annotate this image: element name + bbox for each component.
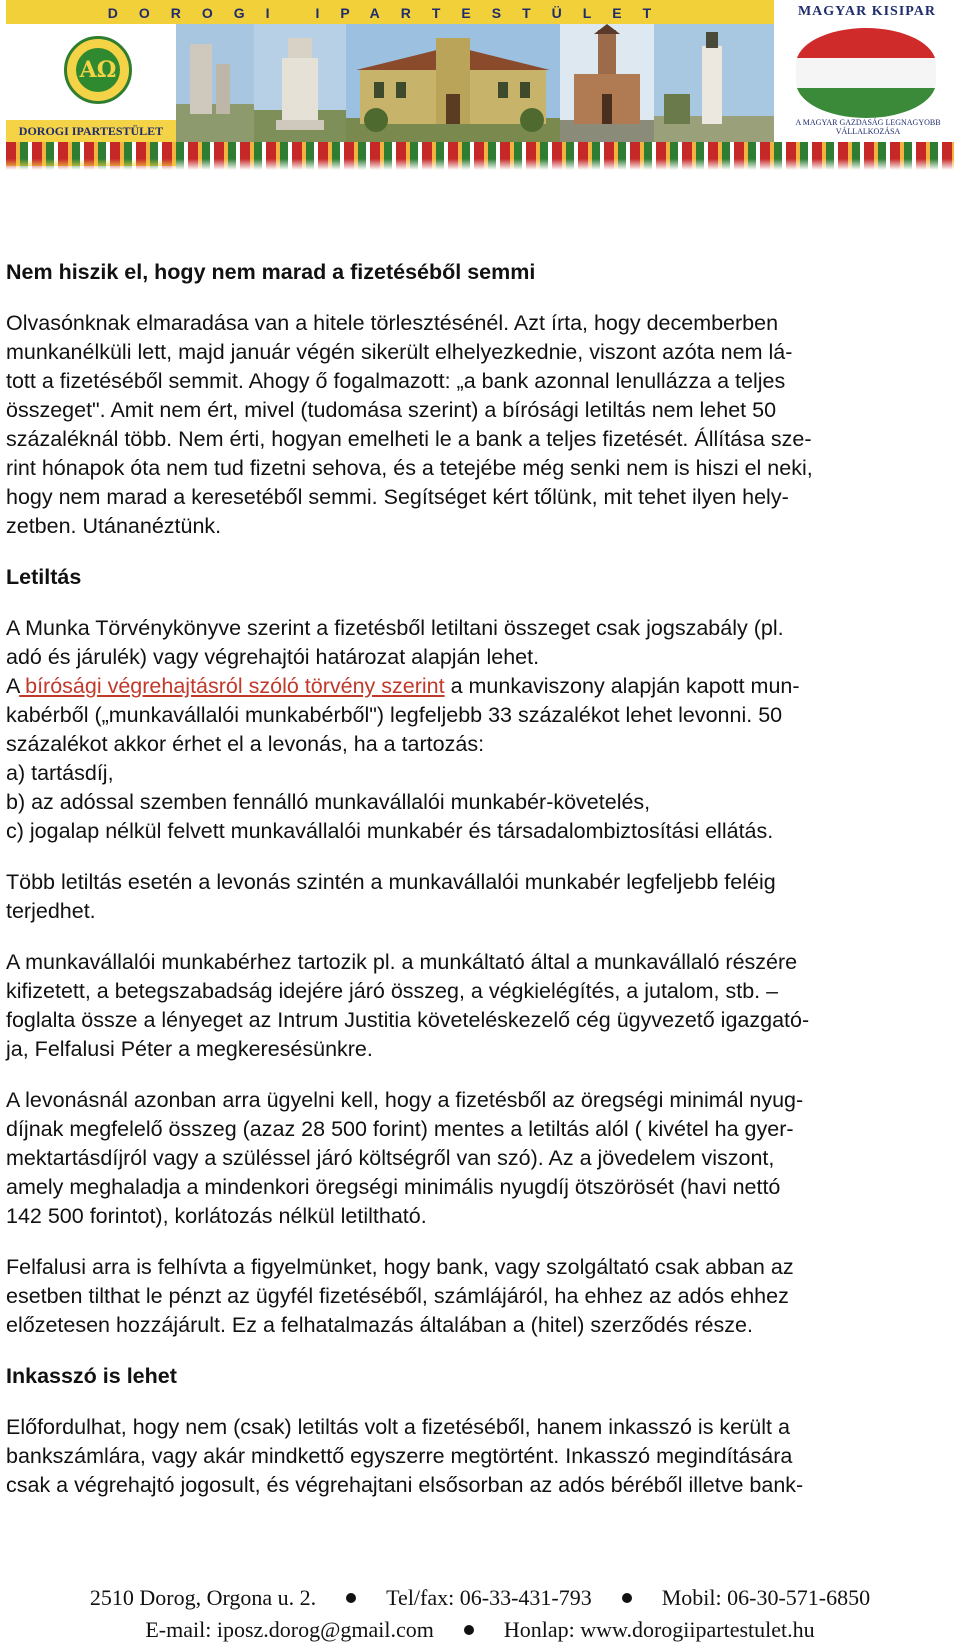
- org-name-strip: DOROGI IPARTESTÜLET: [6, 0, 774, 24]
- section-heading-inkasszo: Inkasszó is lehet: [6, 1364, 177, 1388]
- letiltas-paragraph: [6, 614, 956, 846]
- wage-definition-paragraph: [6, 948, 956, 1064]
- minimum-pension-paragraph: [6, 1086, 956, 1231]
- text-line: rint hónapok óta nem tud fizetni sehova, és a tetejébe még senki nem is hiszi el neki,: [6, 456, 813, 480]
- list-item: a) tartásdíj,: [6, 761, 114, 785]
- intro-paragraph: [6, 309, 956, 541]
- text-line: hogy nem marad a keresetéből semmi. Segítséget kért tőlünk, mit tehet ilyen hely-: [6, 485, 789, 509]
- text-line: ja, Felfalusi Péter a megkeresésünkre.: [6, 1037, 373, 1061]
- text-line: Több letiltás esetén a levonás szintén a munkavállalói munkabér legfeljebb feléig: [6, 870, 776, 894]
- header-banner: [6, 0, 954, 172]
- text-line-with-link: [6, 672, 956, 701]
- article-title: Nem hiszik el, hogy nem marad a fizetéséből semmi: [6, 260, 536, 284]
- decorative-stripe-band: [6, 142, 954, 170]
- bullet-icon: [464, 1625, 474, 1635]
- text-line: amely meghaladja a mindenkori öregségi minimális nyugdíj ötszörösét (havi nettó: [6, 1175, 781, 1199]
- text-line: csak a végrehajtó jogosult, és végrehajtani elsősorban az adós béréből illetve bank-: [6, 1473, 804, 1497]
- footer-mobile: Mobil: 06-30-571-6850: [661, 1585, 871, 1610]
- text-line: esetben tilthat le pénzt az ügyfél fizetéséből, számlájáról, ha ehhez az adós ehhez: [6, 1284, 789, 1308]
- law-link[interactable]: bírósági végrehajtásról szóló törvény szerint: [19, 674, 445, 698]
- text-line: díjnak megfelelő összeg (azaz 28 500 forint) mentes a letiltás alól ( kivétel ha gyer-: [6, 1117, 794, 1141]
- text-line: százalékot akkor érhet el a levonás, ha a tartozás:: [6, 732, 485, 756]
- footer-address: 2510 Dorog, Orgona u. 2.: [89, 1585, 317, 1610]
- link-prefix: A: [6, 674, 20, 698]
- text-line: A Munka Törvénykönyve szerint a fizetésből letiltani összeget csak jogszabály (pl.: [6, 616, 784, 640]
- section-heading-letiltas: Letiltás: [6, 565, 82, 589]
- multiple-garnishment-paragraph: [6, 868, 956, 926]
- inkasszo-paragraph: [6, 1413, 956, 1500]
- text-line: terjedhet.: [6, 899, 96, 923]
- consent-paragraph: [6, 1253, 956, 1340]
- text-line: A munkavállalói munkabérhez tartozik pl. a munkáltató által a munkavállaló részére: [6, 950, 798, 974]
- text-line: Felfalusi arra is felhívta a figyelmünket, hogy bank, vagy szolgáltató csak abban az: [6, 1255, 794, 1279]
- hungarian-flag-icon: [796, 28, 936, 118]
- photo-town-hall: [346, 24, 560, 142]
- text-line: összeget". Amit nem ért, mivel (tudomása szerint) a bírósági letiltás nem lehet 50: [6, 398, 777, 422]
- bullet-icon: [346, 1593, 356, 1603]
- footer-phone: Tel/fax: 06-33-431-793: [386, 1585, 592, 1610]
- photo-memorial: [654, 24, 774, 142]
- text-line: adó és járulék) vagy végrehajtói határozat alapján lehet.: [6, 645, 540, 669]
- list-item: b) az adóssal szemben fennálló munkavállalói munkabér-követelés,: [6, 790, 651, 814]
- magyar-kisipar-logo: [774, 0, 954, 142]
- list-item: c) jogalap nélkül felvett munkavállalói munkabér és társadalombiztosítási ellátás.: [6, 819, 774, 843]
- text-line: foglalta össze a lényeget az Intrum Justitia követeléskezelő cég ügyvezető igazgató-: [6, 1008, 810, 1032]
- text-line: kifizetett, a betegszabadság idejére járó összeg, a végkielégítés, a jutalom, stb. –: [6, 979, 779, 1003]
- logo-text: DOROGI IPARTESTÜLET: [6, 120, 176, 166]
- footer-website: Honlap: www.dorogiipartestulet.hu: [503, 1617, 815, 1642]
- photo-monument: [176, 24, 254, 142]
- footer-row-contact: [0, 1582, 960, 1614]
- kisipar-title: MAGYAR KISIPAR: [797, 4, 937, 19]
- footer-email: E-mail: iposz.dorog@gmail.com: [145, 1617, 434, 1642]
- article: [6, 258, 956, 1500]
- link-suffix: a munkaviszony alapján kapott mun-: [444, 674, 800, 698]
- footer-row-online: [0, 1614, 960, 1646]
- text-line: bankszámlára, vagy akár mindkettő egyszerre megtörtént. Inkasszó megindítására: [6, 1444, 793, 1468]
- text-line: 142 500 forintot), korlátozás nélkül letiltható.: [6, 1204, 427, 1228]
- photo-church: [560, 24, 654, 142]
- text-line: tott a fizetéséből semmit. Ahogy ő fogalmazott: „a bank azonnal lenullázza a teljes: [6, 369, 786, 393]
- photo-statue: [254, 24, 346, 142]
- text-line: Előfordulhat, hogy nem (csak) letiltás volt a fizetéséből, hanem inkasszó is került a: [6, 1415, 790, 1439]
- text-line: mektartásdíjról vagy a szüléssel járó költségről van szó). Az a jövedelem viszont,: [6, 1146, 775, 1170]
- text-line: előzetesen hozzájárult. Ez a felhatalmazás általában a (hitel) szerződés része.: [6, 1313, 753, 1337]
- text-line: A levonásnál azonban arra ügyelni kell, hogy a fizetésből az öregségi minimál nyug-: [6, 1088, 804, 1112]
- kisipar-subtitle: A MAGYAR GAZDASÁG LEGNAGYOBB VÁLLALKOZÁSA: [795, 118, 941, 136]
- bullet-icon: [622, 1593, 632, 1603]
- logo-emblem-icon: [64, 36, 132, 104]
- text-line: kabérből („munkavállalói munkabérből") legfeljebb 33 százalékot lehet levonni. 50: [6, 703, 783, 727]
- contact-footer: [0, 1582, 960, 1646]
- text-line: Olvasónknak elmaradása van a hitele törlesztésénél. Azt írta, hogy decemberben: [6, 311, 779, 335]
- text-line: munkanélküli lett, majd január végén sikerült elhelyezkednie, viszont azóta nem lá-: [6, 340, 793, 364]
- text-line: zetben. Utánanéztünk.: [6, 514, 222, 538]
- text-line: százaléknál több. Nem érti, hogyan emelheti le a bank a teljes fizetését. Állítása sze-: [6, 427, 812, 451]
- logo-symbol: AΩ: [76, 48, 120, 92]
- org-logo: [6, 24, 176, 142]
